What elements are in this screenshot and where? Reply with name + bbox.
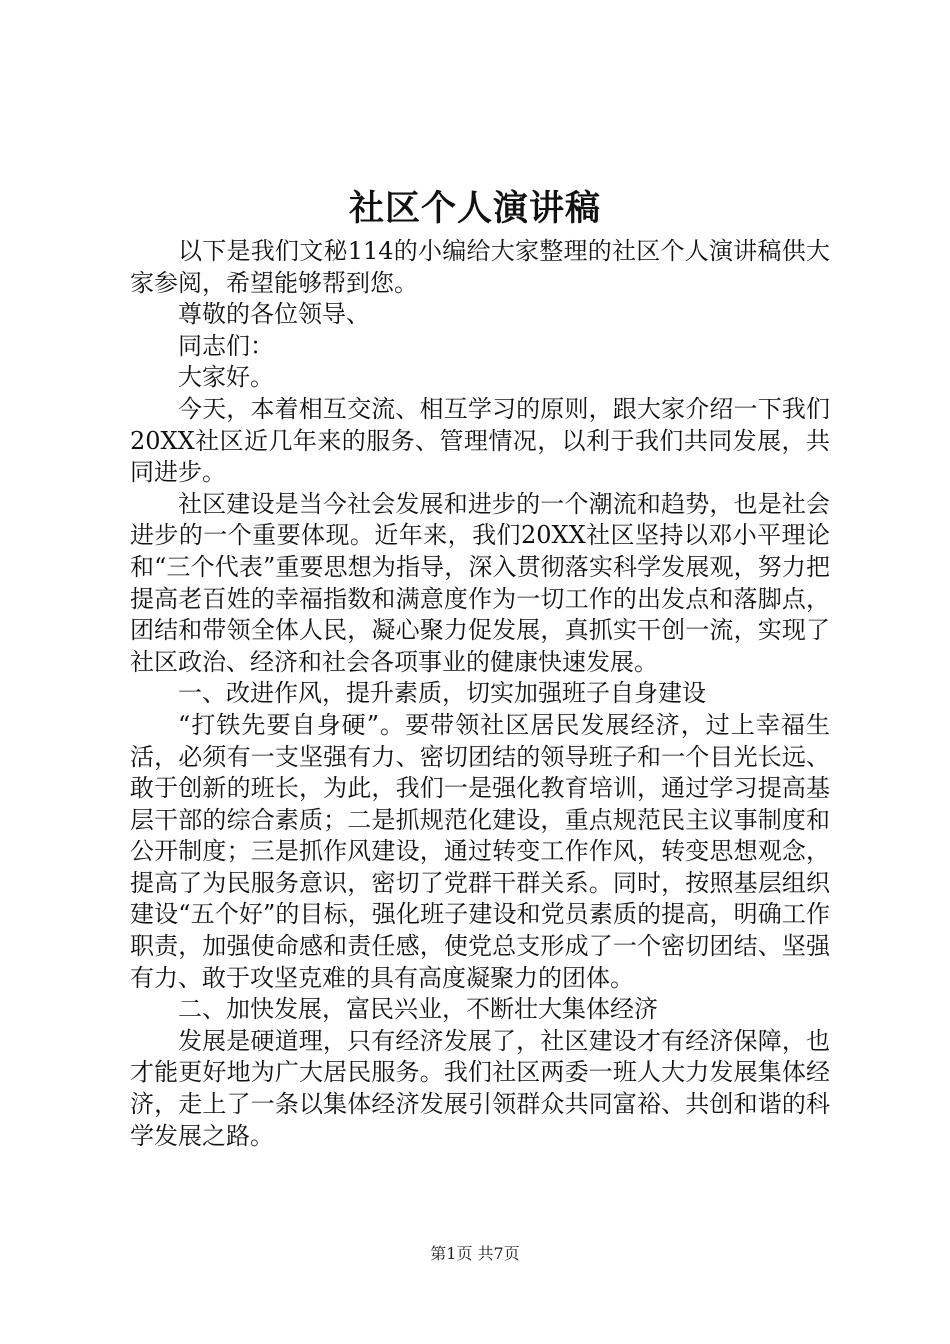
paragraph-intro: 以下是我们文秘114的小编给大家整理的社区个人演讲稿供大家参阅，希望能够帮到您。: [130, 237, 830, 297]
section-heading-two: 二、加快发展，富民兴业，不断壮大集体经济: [178, 995, 658, 1024]
document-body: [130, 236, 830, 1152]
section-heading-one: 一、改进作风，提升素质，切实加强班子自身建设: [178, 679, 706, 708]
paragraph-community-building: 社区建设是当今社会发展和进步的一个潮流和趋势，也是社会进步的一个重要体现。近年来，我们20XX社区坚持以邓小平理论和“三个代表”重要思想为指导，深入贯彻落实科学发展观，努力把提高老百姓的幸福指数和满意度作为一切工作的出发点和落脚点，团结和带领全体人民，凝心聚力促发展，真抓实干创一流，实现了社区政治、经济和社会各项事业的健康快速发展。: [130, 489, 830, 676]
paragraph-salutation-comrades: 同志们：: [178, 331, 274, 360]
paragraph-salutation-leaders: 尊敬的各位领导、: [178, 300, 370, 329]
paragraph-opening: 今天，本着相互交流、相互学习的原则，跟大家介绍一下我们20XX社区近几年来的服务、管理情况，以利于我们共同发展，共同进步。: [130, 394, 830, 487]
paragraph-greeting: 大家好。: [178, 363, 274, 392]
paragraph-section-two: 发展是硬道理，只有经济发展了，社区建设才有经济保障，也才能更好地为广大居民服务。我们社区两委一班人大力发展集体经济，走上了一条以集体经济发展引领群众共同富裕、共创和谐的科学发展之路。: [130, 1026, 830, 1150]
page-footer: 第1页 共7页: [430, 1244, 520, 1263]
paragraph-section-one: “打铁先要自身硬”。要带领社区居民发展经济，过上幸福生活，必须有一支坚强有力、密切团结的领导班子和一个目光长远、敢于创新的班长，为此，我们一是强化教育培训，通过学习提高基层干部的综合素质；二是抓规范化建设，重点规范民主议事制度和公开制度；三是抓作风建设，通过转变工作作风，转变思想观念，提高了为民服务意识，密切了党群干群关系。同时，按照基层组织建设“五个好”的目标，强化班子建设和党员素质的提高，明确工作职责，加强使命感和责任感，使党总支形成了一个密切团结、坚强有力、敢于攻坚克难的具有高度凝聚力的团体。: [130, 710, 830, 992]
document-title: 社区个人演讲稿: [348, 188, 601, 229]
